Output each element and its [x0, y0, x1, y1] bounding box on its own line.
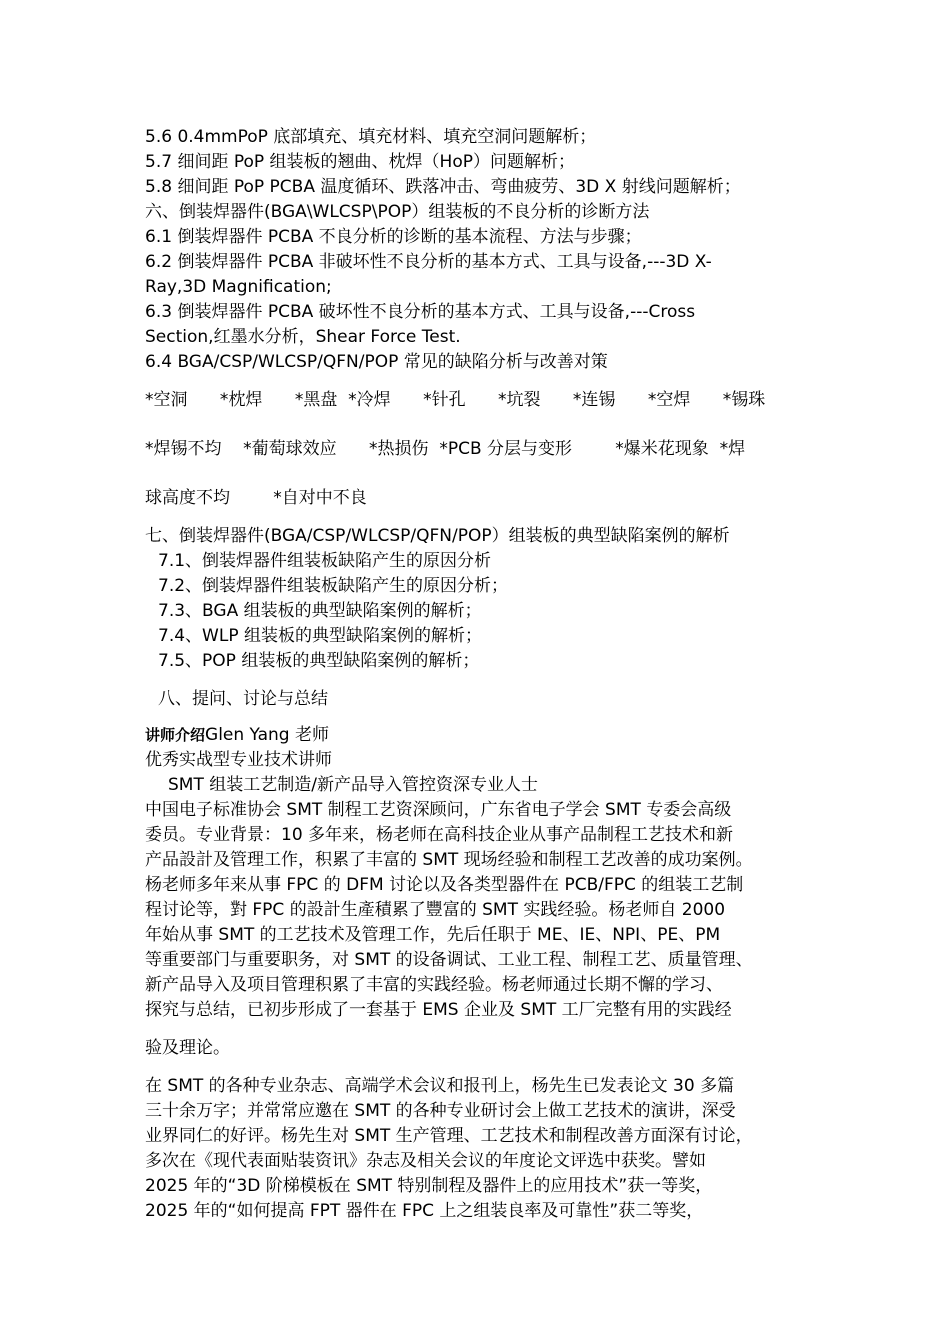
- bio-line: 三十余万字；并常常应邀在 SMT 的各种专业研讨会上做工艺技术的演讲，深受: [145, 1101, 736, 1121]
- instructor-subtitle: SMT 组装工艺制造/新产品导入管控资深专业人士: [168, 775, 538, 795]
- bio-line: 年始从事 SMT 的工艺技术及管理工作，先后任职于 ME、IE、NPI、PE、PM: [145, 925, 721, 945]
- bio-line: 新产品导入及项目管理积累了丰富的实践经验。杨老师通过长期不懈的学习、: [145, 975, 723, 995]
- section6-item: 6.2 倒装焊器件 PCBA 非破坏性不良分析的基本方式、工具与设备,---3D X-: [145, 252, 712, 272]
- section6-heading: 六、倒装焊器件(BGA\WLCSP\POP）组装板的不良分析的诊断方法: [145, 202, 650, 222]
- section7-item: 7.2、倒装焊器件组装板缺陷产生的原因分析；: [158, 576, 509, 596]
- bio-line: 委员。专业背景：10 多年来，杨老师在高科技企业从事产品制程工艺技术和新: [145, 825, 734, 845]
- section5-item: 5.7 细间距 PoP 组装板的翘曲、枕焊（HoP）问题解析；: [145, 152, 575, 172]
- bio-line: 程讨论等，對 FPC 的設計生產積累了豐富的 SMT 实践经验。杨老师自 2000: [145, 900, 726, 920]
- bio-line: 业界同仁的好评。杨先生对 SMT 生产管理、工艺技术和制程改善方面深有讨论，: [145, 1126, 753, 1146]
- section6-item: 6.4 BGA/CSP/WLCSP/QFN/POP 常见的缺陷分析与改善对策: [145, 352, 608, 372]
- section7-heading: 七、倒装焊器件(BGA/CSP/WLCSP/QFN/POP）组装板的典型缺陷案例的解析: [145, 526, 730, 546]
- section6-item: 6.3 倒装焊器件 PCBA 破坏性不良分析的基本方式、工具与设备,---Cross: [145, 302, 696, 322]
- bio-line: 2025 年的“如何提高 FPT 器件在 FPC 上之组装良率及可靠性”获二等奖，: [145, 1201, 704, 1221]
- section6-item: 6.1 倒装焊器件 PCBA 不良分析的诊断的基本流程、方法与步骤；: [145, 227, 642, 247]
- bio-line: 杨老师多年来从事 FPC 的 DFM 讨论以及各类型器件在 PCB/FPC 的组装工艺制: [145, 875, 744, 895]
- section6-item: Ray,3D Magnification;: [145, 277, 332, 297]
- bio-line: 中国电子标准协会 SMT 制程工艺资深顾问，广东省电子学会 SMT 专委会高级: [145, 800, 732, 820]
- instructor-name: Glen Yang 老师: [205, 725, 329, 745]
- bio-line: 2025 年的“3D 阶梯模板在 SMT 特别制程及器件上的应用技术”获一等奖，: [145, 1176, 713, 1196]
- section7-item: 7.3、BGA 组装板的典型缺陷案例的解析；: [158, 601, 482, 621]
- bio-line: 在 SMT 的各种专业杂志、高端学术会议和报刊上，杨先生已发表论文 30 多篇: [145, 1076, 735, 1096]
- bio-line: 多次在《现代表面贴装资讯》杂志及相关会议的年度论文评选中获奖。譬如: [145, 1151, 706, 1171]
- section6-item: Section,红墨水分析，Shear Force Test.: [145, 327, 461, 347]
- defect-list-line: *焊锡不均 *葡萄球效应 *热损伤 *PCB 分层与变形 *爆米花现象 *焊: [145, 439, 746, 459]
- section5-item: 5.8 细间距 PoP PCBA 温度循环、跌落冲击、弯曲疲劳、3D X 射线问题解析；: [145, 177, 741, 197]
- bio-line: 产品設計及管理工作，积累了丰富的 SMT 现场经验和制程工艺改善的成功案例。: [145, 850, 753, 870]
- section7-item: 7.1、倒装焊器件组装板缺陷产生的原因分析: [158, 551, 492, 571]
- section7-item: 7.5、POP 组装板的典型缺陷案例的解析；: [158, 651, 480, 671]
- bio-line: 探究与总结，已初步形成了一套基于 EMS 企业及 SMT 工厂完整有用的实践经: [145, 1000, 732, 1020]
- defect-list-line: *空洞 *枕焊 *黑盘 *冷焊 *针孔 *坑裂 *连锡 *空焊 *锡珠: [145, 390, 766, 410]
- section8-heading: 八、提问、讨论与总结: [158, 689, 328, 709]
- defect-list-line: 球高度不均 *自对中不良: [145, 488, 367, 508]
- section7-item: 7.4、WLP 组装板的典型缺陷案例的解析；: [158, 626, 482, 646]
- instructor-title: 优秀实战型专业技术讲师: [145, 750, 332, 770]
- bio-line: 等重要部门与重要职务，对 SMT 的设备调试、工业工程、制程工艺、质量管理、: [145, 950, 753, 970]
- section5-item: 5.6 0.4mmPoP 底部填充、填充材料、填充空洞问题解析；: [145, 127, 597, 147]
- instructor-label: 讲师介绍: [145, 726, 206, 744]
- bio-line-end: 验及理论。: [145, 1038, 230, 1058]
- instructor-header: [145, 723, 329, 747]
